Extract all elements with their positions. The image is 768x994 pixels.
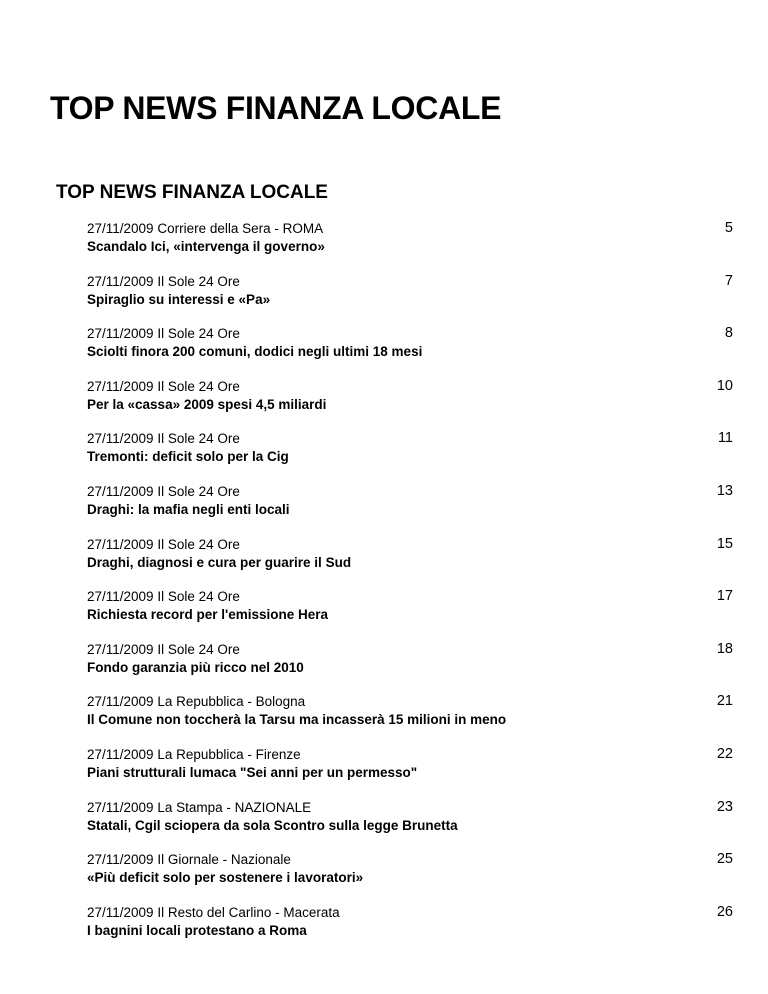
entry-headline[interactable]: «Più deficit solo per sostenere i lavoratori» bbox=[87, 870, 364, 886]
entry-page-number: 7 bbox=[724, 272, 733, 289]
entry-page-number: 17 bbox=[716, 588, 733, 605]
entry-date-source: 27/11/2009 Il Sole 24 Ore bbox=[87, 641, 240, 657]
entry-headline[interactable]: Tremonti: deficit solo per la Cig bbox=[87, 449, 289, 465]
entry-page-number: 10 bbox=[716, 377, 733, 394]
entry-headline[interactable]: Il Comune non toccherà la Tarsu ma incasserà 15 milioni in meno bbox=[87, 712, 507, 728]
entry-headline[interactable]: Statali, Cgil sciopera da sola Scontro sulla legge Brunetta bbox=[87, 817, 458, 833]
toc-entry[interactable] bbox=[0, 688, 768, 741]
entry-date-source: 27/11/2009 Il Sole 24 Ore bbox=[87, 589, 240, 605]
toc-entry[interactable] bbox=[0, 636, 768, 689]
entry-page-number: 22 bbox=[716, 745, 733, 762]
entry-headline[interactable]: Fondo garanzia più ricco nel 2010 bbox=[87, 659, 304, 675]
entry-headline[interactable]: Sciolti finora 200 comuni, dodici negli ultimi 18 mesi bbox=[87, 344, 423, 360]
toc-entry[interactable] bbox=[0, 531, 768, 584]
entry-date-source: 27/11/2009 Il Sole 24 Ore bbox=[87, 273, 240, 289]
entry-date-source: 27/11/2009 Il Sole 24 Ore bbox=[87, 431, 240, 447]
entry-headline[interactable]: Draghi, diagnosi e cura per guarire il Sud bbox=[87, 554, 352, 570]
toc-entry[interactable] bbox=[0, 268, 768, 321]
toc-entry[interactable] bbox=[0, 215, 768, 268]
entry-page-number: 8 bbox=[724, 325, 733, 342]
entry-date-source: 27/11/2009 La Repubblica - Bologna bbox=[87, 694, 306, 710]
entry-page-number: 11 bbox=[717, 430, 733, 447]
entry-page-number: 15 bbox=[716, 535, 733, 552]
entry-date-source: 27/11/2009 Corriere della Sera - ROMA bbox=[87, 221, 324, 236]
entry-date-source: 27/11/2009 La Repubblica - Firenze bbox=[87, 746, 301, 762]
toc-entry[interactable] bbox=[0, 846, 768, 899]
toc-entry[interactable] bbox=[0, 478, 768, 531]
entry-date-source: 27/11/2009 Il Sole 24 Ore bbox=[87, 326, 240, 342]
toc-entry[interactable] bbox=[0, 899, 768, 952]
entry-headline[interactable]: Richiesta record per l'emissione Hera bbox=[87, 607, 329, 623]
entry-headline[interactable]: Draghi: la mafia negli enti locali bbox=[87, 501, 290, 517]
entry-headline[interactable]: Scandalo Ici, «intervenga il governo» bbox=[87, 239, 325, 254]
entry-page-number: 18 bbox=[716, 640, 733, 657]
entry-headline[interactable]: I bagnini locali protestano a Roma bbox=[87, 922, 307, 938]
entry-date-source: 27/11/2009 Il Sole 24 Ore bbox=[87, 378, 240, 394]
entry-date-source: 27/11/2009 Il Sole 24 Ore bbox=[87, 483, 240, 499]
entry-date-source: 27/11/2009 Il Giornale - Nazionale bbox=[87, 852, 291, 868]
entry-date-source: 27/11/2009 Il Resto del Carlino - Macerata bbox=[87, 904, 340, 920]
page-title: TOP NEWS FINANZA LOCALE bbox=[50, 90, 502, 126]
entry-date-source: 27/11/2009 Il Sole 24 Ore bbox=[87, 536, 240, 552]
entry-page-number: 23 bbox=[716, 798, 733, 815]
entry-headline[interactable]: Spiraglio su interessi e «Pa» bbox=[87, 291, 271, 307]
table-of-contents bbox=[0, 215, 768, 951]
toc-entry[interactable] bbox=[0, 373, 768, 426]
entry-page-number: 13 bbox=[716, 482, 733, 499]
entry-page-number: 5 bbox=[724, 220, 733, 236]
toc-entry[interactable] bbox=[0, 741, 768, 794]
entry-headline[interactable]: Piani strutturali lumaca "Sei anni per un permesso" bbox=[87, 764, 418, 780]
toc-entry[interactable] bbox=[0, 320, 768, 373]
entry-page-number: 26 bbox=[716, 903, 733, 920]
entry-page-number: 25 bbox=[716, 851, 733, 868]
entry-date-source: 27/11/2009 La Stampa - NAZIONALE bbox=[87, 799, 312, 815]
toc-entry[interactable] bbox=[0, 794, 768, 847]
section-title: TOP NEWS FINANZA LOCALE bbox=[56, 182, 328, 203]
entry-headline[interactable]: Per la «cassa» 2009 spesi 4,5 miliardi bbox=[87, 396, 327, 412]
entry-page-number: 21 bbox=[716, 693, 733, 710]
toc-entry[interactable] bbox=[0, 425, 768, 478]
toc-entry[interactable] bbox=[0, 583, 768, 636]
